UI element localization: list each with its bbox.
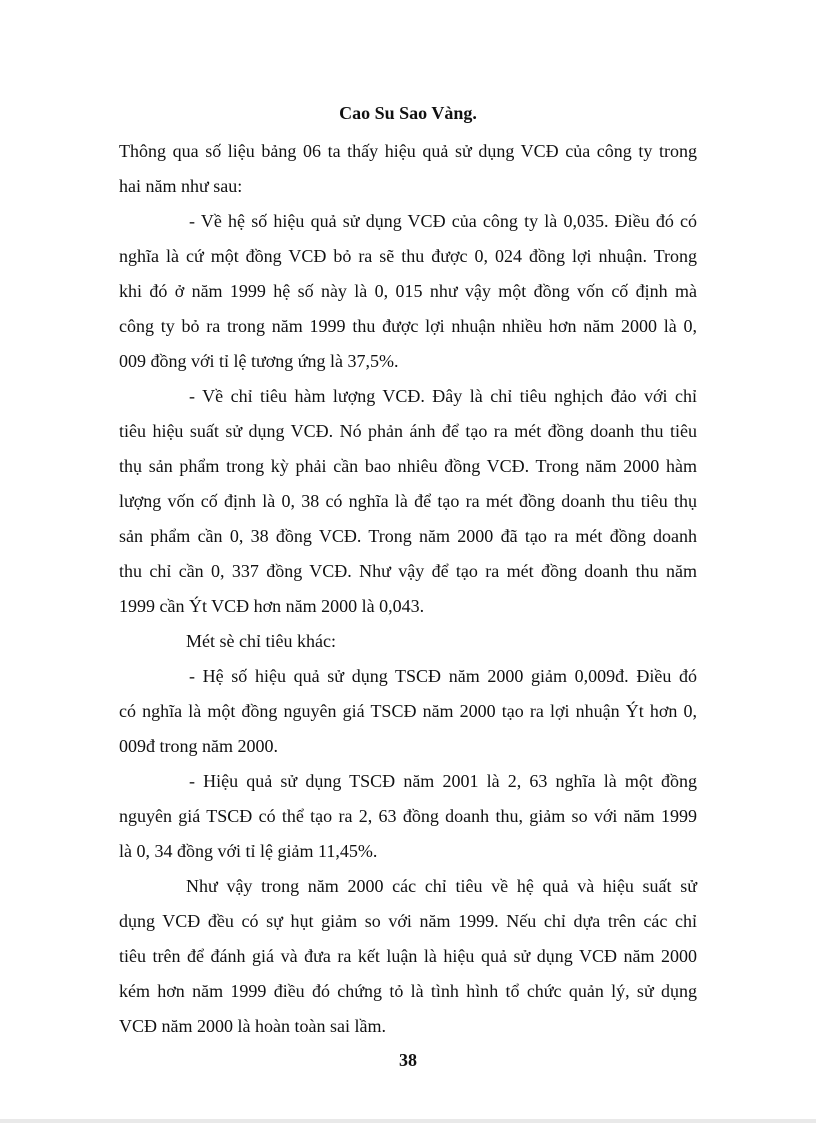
page-bottom-edge bbox=[0, 1119, 816, 1123]
text-line: thụ sản phẩm trong kỳ phải cần bao nhiêu đồng VCĐ. Trong năm 2000 hàm bbox=[119, 456, 697, 476]
text-line: tiêu hiệu suất sử dụng VCĐ. Nó phản ánh để tạo ra mét đồng doanh thu tiêu bbox=[119, 421, 697, 441]
text-line: Như vậy trong năm 2000 các chỉ tiêu về hệ quả và hiệu suất sử bbox=[186, 876, 697, 896]
text-line: hai năm như sau: bbox=[119, 176, 243, 196]
text-line: kém hơn năm 1999 điều đó chứng tỏ là tình hình tổ chức quản lý, sử dụng bbox=[119, 981, 697, 1001]
text-line: khi đó ở năm 1999 hệ số này là 0, 015 như vậy một đồng vốn cố định mà bbox=[119, 281, 697, 301]
text-line: - Hiệu quả sử dụng TSCĐ năm 2001 là 2, 63 nghĩa là một đồng bbox=[189, 771, 697, 791]
text-line: công ty bỏ ra trong năm 1999 thu được lợi nhuận nhiều hơn năm 2000 là 0, bbox=[119, 316, 697, 336]
text-line: là 0, 34 đồng với tỉ lệ giảm 11,45%. bbox=[119, 841, 378, 861]
text-line: sản phẩm cần 0, 38 đồng VCĐ. Trong năm 2000 đã tạo ra mét đồng doanh bbox=[119, 526, 697, 546]
text-line: - Về hệ số hiệu quả sử dụng VCĐ của công ty là 0,035. Điều đó có bbox=[189, 211, 697, 231]
text-line: Mét sè chỉ tiêu khác: bbox=[186, 631, 336, 651]
text-line: - Hệ số hiệu quả sử dụng TSCĐ năm 2000 giảm 0,009đ. Điều đó bbox=[189, 666, 697, 686]
text-line: 1999 cần Ýt VCĐ hơn năm 2000 là 0,043. bbox=[119, 596, 425, 616]
text-line: 009đ trong năm 2000. bbox=[119, 736, 278, 756]
page-heading: Cao Su Sao Vàng. bbox=[339, 103, 477, 123]
text-line: nghĩa là cứ một đồng VCĐ bỏ ra sẽ thu được 0, 024 đồng lợi nhuận. Trong bbox=[119, 246, 697, 266]
text-line: nguyên giá TSCĐ có thể tạo ra 2, 63 đồng doanh thu, giảm so với năm 1999 bbox=[119, 806, 697, 826]
text-line: có nghĩa là một đồng nguyên giá TSCĐ năm 2000 tạo ra lợi nhuận Ýt hơn 0, bbox=[119, 701, 697, 721]
text-line: VCĐ năm 2000 là hoàn toàn sai lầm. bbox=[119, 1016, 386, 1036]
text-line: dụng VCĐ đều có sự hụt giảm so với năm 1999. Nếu chỉ dựa trên các chỉ bbox=[119, 911, 697, 931]
text-line: 009 đồng với tỉ lệ tương ứng là 37,5%. bbox=[119, 351, 399, 371]
text-line: Thông qua số liệu bảng 06 ta thấy hiệu quả sử dụng VCĐ của công ty trong bbox=[119, 141, 697, 161]
page-number: 38 bbox=[399, 1050, 417, 1070]
text-line: - Về chỉ tiêu hàm lượng VCĐ. Đây là chỉ tiêu nghịch đảo với chỉ bbox=[189, 386, 697, 406]
text-line: thu chỉ cần 0, 337 đồng VCĐ. Như vậy để tạo ra mét đồng doanh thu năm bbox=[119, 561, 697, 581]
text-line: lượng vốn cố định là 0, 38 có nghĩa là để tạo ra mét đồng doanh thu tiêu thụ bbox=[119, 491, 697, 511]
text-line: tiêu trên để đánh giá và đưa ra kết luận là hiệu quả sử dụng VCĐ năm 2000 bbox=[119, 946, 697, 966]
